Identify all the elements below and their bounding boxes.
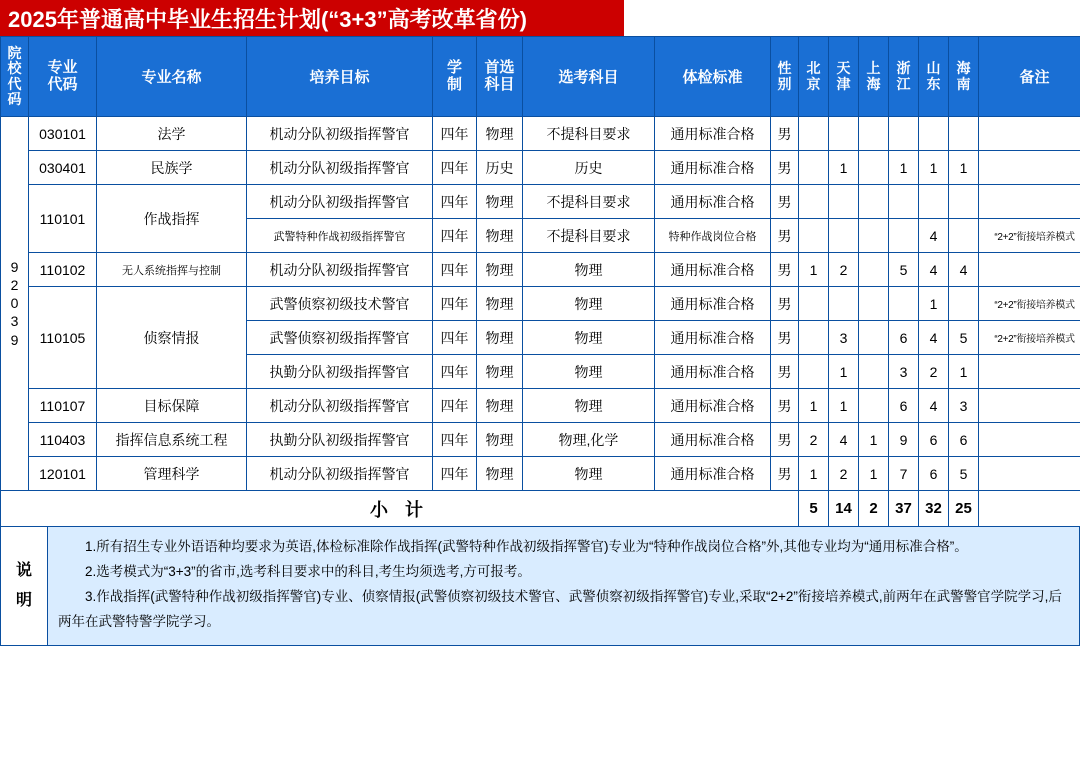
- cell-shanghai: [859, 185, 889, 219]
- cell-remark: [979, 355, 1080, 389]
- cell-tianjin: [829, 219, 859, 253]
- cell-years: 四年: [433, 151, 477, 185]
- table-header-row: [1, 37, 1080, 117]
- cell-zhejiang: 1: [889, 151, 919, 185]
- cell-shanghai: [859, 117, 889, 151]
- cell-years: 四年: [433, 321, 477, 355]
- subtotal-shanghai: 2: [859, 491, 889, 527]
- cell-major-code: 110101: [29, 185, 97, 253]
- cell-beijing: [799, 185, 829, 219]
- cell-tianjin: [829, 287, 859, 321]
- cell-physical-standard: 特种作战岗位合格: [655, 219, 771, 253]
- header-province-tianjin: 天津: [829, 37, 859, 117]
- cell-elective-subject: 物理: [523, 355, 655, 389]
- cell-train-goal: 执勤分队初级指挥警官: [247, 423, 433, 457]
- header-major-name: 专业名称: [97, 37, 247, 117]
- cell-shanghai: [859, 253, 889, 287]
- cell-remark: [979, 253, 1080, 287]
- page-title: 2025年普通高中毕业生招生计划(“3+3”高考改革省份): [8, 6, 527, 32]
- cell-hainan: [949, 287, 979, 321]
- cell-major-name: 无人系统指挥与控制: [97, 253, 247, 287]
- cell-years: 四年: [433, 423, 477, 457]
- cell-shandong: 6: [919, 423, 949, 457]
- cell-remark: “2+2”衔接培养模式: [979, 219, 1080, 253]
- cell-shandong: 1: [919, 287, 949, 321]
- subtotal-remark: [979, 491, 1080, 527]
- header-province-beijing: 北京: [799, 37, 829, 117]
- cell-physical-standard: 通用标准合格: [655, 185, 771, 219]
- cell-beijing: 1: [799, 457, 829, 491]
- cell-major-code: 030401: [29, 151, 97, 185]
- cell-tianjin: [829, 117, 859, 151]
- cell-remark: “2+2”衔接培养模式: [979, 321, 1080, 355]
- cell-shanghai: 1: [859, 457, 889, 491]
- cell-gender: 男: [771, 253, 799, 287]
- cell-train-goal: 机动分队初级指挥警官: [247, 253, 433, 287]
- subtotal-shandong: 32: [919, 491, 949, 527]
- cell-major-code: 030101: [29, 117, 97, 151]
- cell-shanghai: 1: [859, 423, 889, 457]
- header-first-subject: 首选科目: [477, 37, 523, 117]
- cell-first-subject: 物理: [477, 287, 523, 321]
- table-row: [1, 287, 1080, 321]
- cell-shanghai: [859, 389, 889, 423]
- cell-remark: [979, 423, 1080, 457]
- cell-train-goal: 武警侦察初级技术警官: [247, 287, 433, 321]
- cell-major-code: 110105: [29, 287, 97, 389]
- cell-elective-subject: 不提科目要求: [523, 117, 655, 151]
- cell-first-subject: 物理: [477, 423, 523, 457]
- cell-zhejiang: 6: [889, 389, 919, 423]
- admission-plan-table: [0, 36, 1080, 527]
- subtotal-beijing: 5: [799, 491, 829, 527]
- cell-remark: [979, 457, 1080, 491]
- cell-gender: 男: [771, 321, 799, 355]
- cell-first-subject: 物理: [477, 117, 523, 151]
- cell-shanghai: [859, 321, 889, 355]
- subtotal-tianjin: 14: [829, 491, 859, 527]
- header-major-code: 专业代码: [29, 37, 97, 117]
- cell-major-code: 110403: [29, 423, 97, 457]
- cell-gender: 男: [771, 423, 799, 457]
- cell-elective-subject: 不提科目要求: [523, 219, 655, 253]
- cell-beijing: [799, 151, 829, 185]
- cell-hainan: 5: [949, 457, 979, 491]
- cell-major-name: 民族学: [97, 151, 247, 185]
- cell-elective-subject: 物理,化学: [523, 423, 655, 457]
- cell-gender: 男: [771, 389, 799, 423]
- subtotal-zhejiang: 37: [889, 491, 919, 527]
- cell-major-code: 110107: [29, 389, 97, 423]
- cell-beijing: [799, 355, 829, 389]
- cell-hainan: 5: [949, 321, 979, 355]
- cell-shandong: 4: [919, 253, 949, 287]
- cell-hainan: 3: [949, 389, 979, 423]
- cell-physical-standard: 通用标准合格: [655, 389, 771, 423]
- cell-years: 四年: [433, 389, 477, 423]
- cell-remark: [979, 151, 1080, 185]
- cell-gender: 男: [771, 151, 799, 185]
- cell-school-code: 92039: [1, 117, 29, 491]
- cell-train-goal: 机动分队初级指挥警官: [247, 457, 433, 491]
- header-province-zhejiang: 浙江: [889, 37, 919, 117]
- cell-train-goal: 机动分队初级指挥警官: [247, 185, 433, 219]
- cell-beijing: [799, 117, 829, 151]
- cell-major-name: 侦察情报: [97, 287, 247, 389]
- cell-years: 四年: [433, 253, 477, 287]
- cell-gender: 男: [771, 457, 799, 491]
- table-row: [1, 253, 1080, 287]
- cell-zhejiang: [889, 185, 919, 219]
- cell-hainan: 4: [949, 253, 979, 287]
- cell-shanghai: [859, 355, 889, 389]
- notes-body: [48, 527, 1079, 645]
- header-province-shanghai: 上海: [859, 37, 889, 117]
- cell-first-subject: 历史: [477, 151, 523, 185]
- cell-gender: 男: [771, 185, 799, 219]
- cell-first-subject: 物理: [477, 185, 523, 219]
- note-item-3: 3.作战指挥(武警特种作战初级指挥警官)专业、侦察情报(武警侦察初级技术警官、武警侦察初级指挥警官)专业,采取“2+2”衔接培养模式,前两年在武警警官学院学习,后两年在武警特警学院学习。: [58, 588, 1062, 629]
- cell-first-subject: 物理: [477, 355, 523, 389]
- cell-elective-subject: 不提科目要求: [523, 185, 655, 219]
- cell-first-subject: 物理: [477, 219, 523, 253]
- notes-label: 说明: [1, 527, 48, 645]
- cell-elective-subject: 历史: [523, 151, 655, 185]
- cell-tianjin: 1: [829, 355, 859, 389]
- cell-elective-subject: 物理: [523, 253, 655, 287]
- cell-shanghai: [859, 151, 889, 185]
- cell-elective-subject: 物理: [523, 389, 655, 423]
- header-gender: 性别: [771, 37, 799, 117]
- cell-hainan: 1: [949, 151, 979, 185]
- cell-shandong: 4: [919, 219, 949, 253]
- cell-physical-standard: 通用标准合格: [655, 151, 771, 185]
- cell-zhejiang: 3: [889, 355, 919, 389]
- cell-train-goal: 机动分队初级指挥警官: [247, 389, 433, 423]
- cell-shandong: [919, 185, 949, 219]
- cell-tianjin: 3: [829, 321, 859, 355]
- cell-major-code: 120101: [29, 457, 97, 491]
- cell-major-name: 作战指挥: [97, 185, 247, 253]
- table-row: [1, 423, 1080, 457]
- cell-tianjin: 1: [829, 151, 859, 185]
- cell-remark: [979, 389, 1080, 423]
- cell-remark: [979, 185, 1080, 219]
- title-bar-wrap: [0, 0, 1080, 36]
- cell-tianjin: 4: [829, 423, 859, 457]
- cell-physical-standard: 通用标准合格: [655, 423, 771, 457]
- cell-zhejiang: [889, 219, 919, 253]
- cell-beijing: 1: [799, 253, 829, 287]
- cell-beijing: [799, 321, 829, 355]
- cell-shandong: 4: [919, 389, 949, 423]
- cell-years: 四年: [433, 219, 477, 253]
- notes-section: [0, 527, 1080, 646]
- cell-physical-standard: 通用标准合格: [655, 117, 771, 151]
- table-row: [1, 457, 1080, 491]
- cell-train-goal: 机动分队初级指挥警官: [247, 151, 433, 185]
- cell-train-goal: 机动分队初级指挥警官: [247, 117, 433, 151]
- cell-remark: [979, 117, 1080, 151]
- title-bar-tail: [624, 0, 1080, 36]
- table-row: [1, 151, 1080, 185]
- cell-tianjin: [829, 185, 859, 219]
- cell-hainan: [949, 117, 979, 151]
- header-years: 学制: [433, 37, 477, 117]
- cell-zhejiang: 7: [889, 457, 919, 491]
- cell-physical-standard: 通用标准合格: [655, 253, 771, 287]
- cell-major-name: 法学: [97, 117, 247, 151]
- cell-shandong: 1: [919, 151, 949, 185]
- cell-tianjin: 1: [829, 389, 859, 423]
- cell-physical-standard: 通用标准合格: [655, 457, 771, 491]
- table-row: [1, 185, 1080, 219]
- cell-train-goal: 武警侦察初级指挥警官: [247, 321, 433, 355]
- cell-years: 四年: [433, 117, 477, 151]
- cell-major-code: 110102: [29, 253, 97, 287]
- table-row: [1, 117, 1080, 151]
- cell-beijing: 1: [799, 389, 829, 423]
- cell-first-subject: 物理: [477, 321, 523, 355]
- cell-shandong: 2: [919, 355, 949, 389]
- cell-zhejiang: [889, 287, 919, 321]
- cell-train-goal: 执勤分队初级指挥警官: [247, 355, 433, 389]
- cell-hainan: 6: [949, 423, 979, 457]
- cell-hainan: [949, 185, 979, 219]
- cell-major-name: 管理科学: [97, 457, 247, 491]
- cell-zhejiang: 6: [889, 321, 919, 355]
- cell-shanghai: [859, 287, 889, 321]
- cell-zhejiang: 9: [889, 423, 919, 457]
- cell-physical-standard: 通用标准合格: [655, 321, 771, 355]
- cell-beijing: [799, 219, 829, 253]
- cell-zhejiang: 5: [889, 253, 919, 287]
- cell-gender: 男: [771, 355, 799, 389]
- cell-elective-subject: 物理: [523, 457, 655, 491]
- cell-shanghai: [859, 219, 889, 253]
- cell-shandong: [919, 117, 949, 151]
- cell-physical-standard: 通用标准合格: [655, 355, 771, 389]
- cell-hainan: 1: [949, 355, 979, 389]
- table-row: [1, 389, 1080, 423]
- cell-tianjin: 2: [829, 253, 859, 287]
- cell-gender: 男: [771, 287, 799, 321]
- cell-elective-subject: 物理: [523, 321, 655, 355]
- header-train-goal: 培养目标: [247, 37, 433, 117]
- cell-train-goal: 武警特种作战初级指挥警官: [247, 219, 433, 253]
- cell-shandong: 4: [919, 321, 949, 355]
- cell-first-subject: 物理: [477, 457, 523, 491]
- cell-hainan: [949, 219, 979, 253]
- subtotal-label: 小 计: [1, 491, 799, 527]
- cell-physical-standard: 通用标准合格: [655, 287, 771, 321]
- cell-years: 四年: [433, 355, 477, 389]
- header-remark: 备注: [979, 37, 1080, 117]
- cell-zhejiang: [889, 117, 919, 151]
- cell-beijing: 2: [799, 423, 829, 457]
- header-physical-standard: 体检标准: [655, 37, 771, 117]
- cell-beijing: [799, 287, 829, 321]
- cell-elective-subject: 物理: [523, 287, 655, 321]
- cell-major-name: 目标保障: [97, 389, 247, 423]
- cell-years: 四年: [433, 287, 477, 321]
- header-province-hainan: 海南: [949, 37, 979, 117]
- header-elective-subject: 选考科目: [523, 37, 655, 117]
- header-province-shandong: 山东: [919, 37, 949, 117]
- cell-shandong: 6: [919, 457, 949, 491]
- cell-first-subject: 物理: [477, 389, 523, 423]
- cell-first-subject: 物理: [477, 253, 523, 287]
- cell-remark: “2+2”衔接培养模式: [979, 287, 1080, 321]
- cell-years: 四年: [433, 457, 477, 491]
- subtotal-hainan: 25: [949, 491, 979, 527]
- cell-gender: 男: [771, 219, 799, 253]
- cell-years: 四年: [433, 185, 477, 219]
- table-subtotal-row: [1, 491, 1080, 527]
- header-school-code: 院校代码: [1, 37, 29, 117]
- cell-tianjin: 2: [829, 457, 859, 491]
- note-item-1: 1.所有招生专业外语语种均要求为英语,体检标准除作战指挥(武警特种作战初级指挥警官)专业为“特种作战岗位合格”外,其他专业均为“通用标准合格”。: [85, 539, 968, 554]
- cell-gender: 男: [771, 117, 799, 151]
- cell-major-name: 指挥信息系统工程: [97, 423, 247, 457]
- note-item-2: 2.选考模式为“3+3”的省市,选考科目要求中的科目,考生均须选考,方可报考。: [85, 563, 531, 579]
